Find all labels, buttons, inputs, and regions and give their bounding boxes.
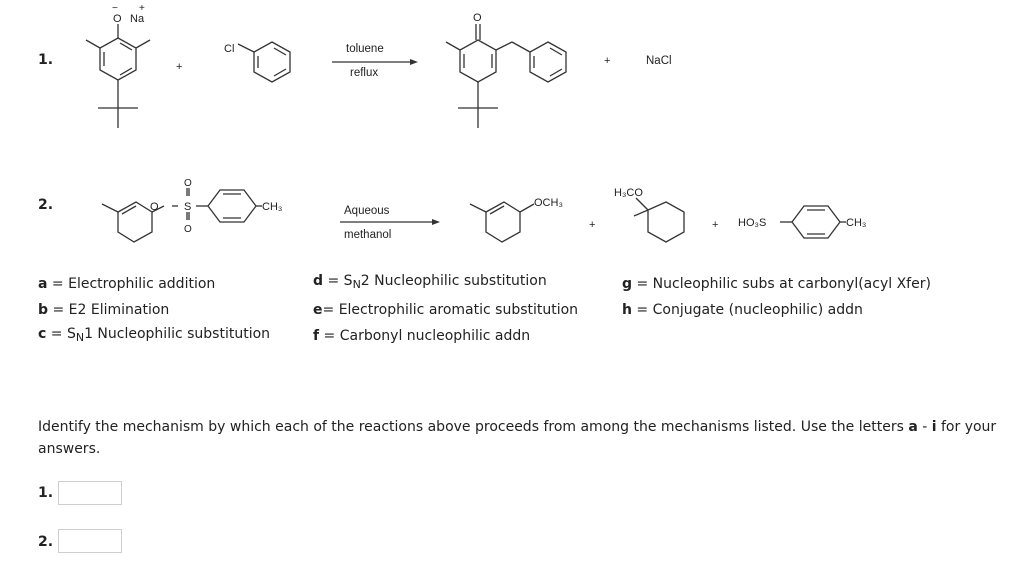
- legend-text: E2 Elimination: [68, 302, 170, 318]
- plus-sign: +: [604, 55, 611, 67]
- legend-sep: =: [47, 276, 69, 292]
- legend-g: [622, 276, 931, 292]
- legend-d: [313, 273, 547, 289]
- allylic-ether-product-structure: [470, 202, 534, 242]
- reaction-2-number: 2.: [38, 197, 54, 213]
- tosyl-methyl-label: CH₃: [262, 201, 283, 213]
- legend-c: [38, 326, 270, 342]
- legend-key: d: [313, 273, 324, 289]
- chlorine-label: Cl: [224, 43, 235, 55]
- legend-sub: N: [352, 278, 361, 291]
- legend-text: Electrophilic addition: [68, 276, 216, 292]
- conditions-bottom-1: reflux: [350, 67, 379, 79]
- legend-a: [38, 276, 215, 292]
- question-letter-a: a: [908, 419, 918, 435]
- legend-key: c: [38, 326, 47, 342]
- question-text: Identify the mechanism by which each of the reactions above proceeds from among the mechanisms listed. Use the letters: [38, 419, 909, 435]
- sulfur-label: S: [184, 201, 192, 213]
- legend-text: Carbonyl nucleophilic addn: [339, 328, 531, 344]
- ether-oxygen-label: O: [150, 201, 159, 213]
- plus-sign: +: [176, 61, 183, 73]
- conditions-top-1: toluene: [346, 43, 384, 55]
- acid-methyl-label: CH₃: [846, 217, 867, 229]
- legend-text: 1 Nucleophilic substitution: [84, 326, 271, 342]
- methoxy-label: OCH₃: [534, 197, 563, 209]
- byproduct-nacl: NaCl: [646, 55, 672, 67]
- toluenesulfonic-acid-structure: [780, 206, 846, 238]
- legend-sub: N: [75, 331, 85, 344]
- tertiary-ether-product-structure: [634, 198, 684, 242]
- legend-text: 2 Nucleophilic substitution: [360, 273, 547, 289]
- phenoxide-oxygen-label: O: [113, 13, 122, 25]
- conditions-bottom-2: methanol: [344, 229, 392, 241]
- question-text-end: for your answers.: [38, 419, 997, 457]
- legend-text: Nucleophilic subs at carbonyl(acyl Xfer): [652, 276, 931, 292]
- legend-sep: =: [48, 302, 69, 318]
- legend-sep: =: [319, 328, 340, 344]
- sulfonyl-oxygen-top: O: [184, 178, 192, 189]
- legend-pre: S: [66, 326, 76, 342]
- reaction-1-number: 1.: [38, 52, 54, 68]
- legend-key: h: [622, 302, 632, 318]
- cyclohexenyl-tosylate-structure: [102, 188, 262, 242]
- answer-1-label: 1.: [38, 485, 54, 501]
- legend-sep: =: [46, 326, 67, 342]
- arrow-1-head: [410, 59, 418, 65]
- legend-text: Electrophilic aromatic substitution: [338, 302, 579, 318]
- legend-pre: S: [343, 273, 353, 289]
- answer-2-label: 2.: [38, 534, 54, 550]
- sodium-label: Na: [130, 13, 145, 25]
- question-letter-i: i: [931, 419, 937, 435]
- legend-b: [38, 302, 169, 318]
- carbonyl-oxygen-label: O: [473, 12, 482, 24]
- legend-key: g: [622, 276, 633, 292]
- legend-text: Conjugate (nucleophilic) addn: [652, 302, 863, 318]
- sodium-charge-label: +: [139, 3, 145, 14]
- dienone-product-structure: [446, 24, 566, 128]
- answer-1-input[interactable]: [58, 481, 122, 505]
- conditions-top-2: Aqueous: [344, 205, 390, 217]
- legend-sep: =: [322, 302, 339, 318]
- question-dash: -: [917, 419, 932, 435]
- legend-sep: =: [631, 302, 653, 318]
- sulfonyl-oxygen-bottom: O: [184, 224, 192, 235]
- sulfonic-acid-label: HO₃S: [738, 217, 767, 229]
- legend-f: [313, 328, 530, 344]
- phenoxide-structure: [86, 24, 150, 128]
- plus-sign: +: [712, 219, 719, 231]
- legend-key: b: [38, 302, 49, 318]
- legend-key: a: [38, 276, 48, 292]
- legend-sep: =: [632, 276, 653, 292]
- legend-key: f: [313, 328, 320, 344]
- legend-sep: =: [323, 273, 344, 289]
- reaction-scheme: [0, 0, 1024, 260]
- answer-2-input[interactable]: [58, 529, 122, 553]
- question-prompt: [38, 416, 998, 460]
- phenoxide-charge-label: −: [112, 3, 118, 14]
- arrow-2-head: [432, 219, 440, 225]
- legend-key: e: [313, 302, 323, 318]
- methoxy-label-2: H₃CO: [614, 187, 643, 199]
- plus-sign: +: [589, 219, 596, 231]
- legend-h: [622, 302, 863, 318]
- benzyl-chloride-structure: [238, 42, 290, 82]
- legend-e: [313, 302, 578, 318]
